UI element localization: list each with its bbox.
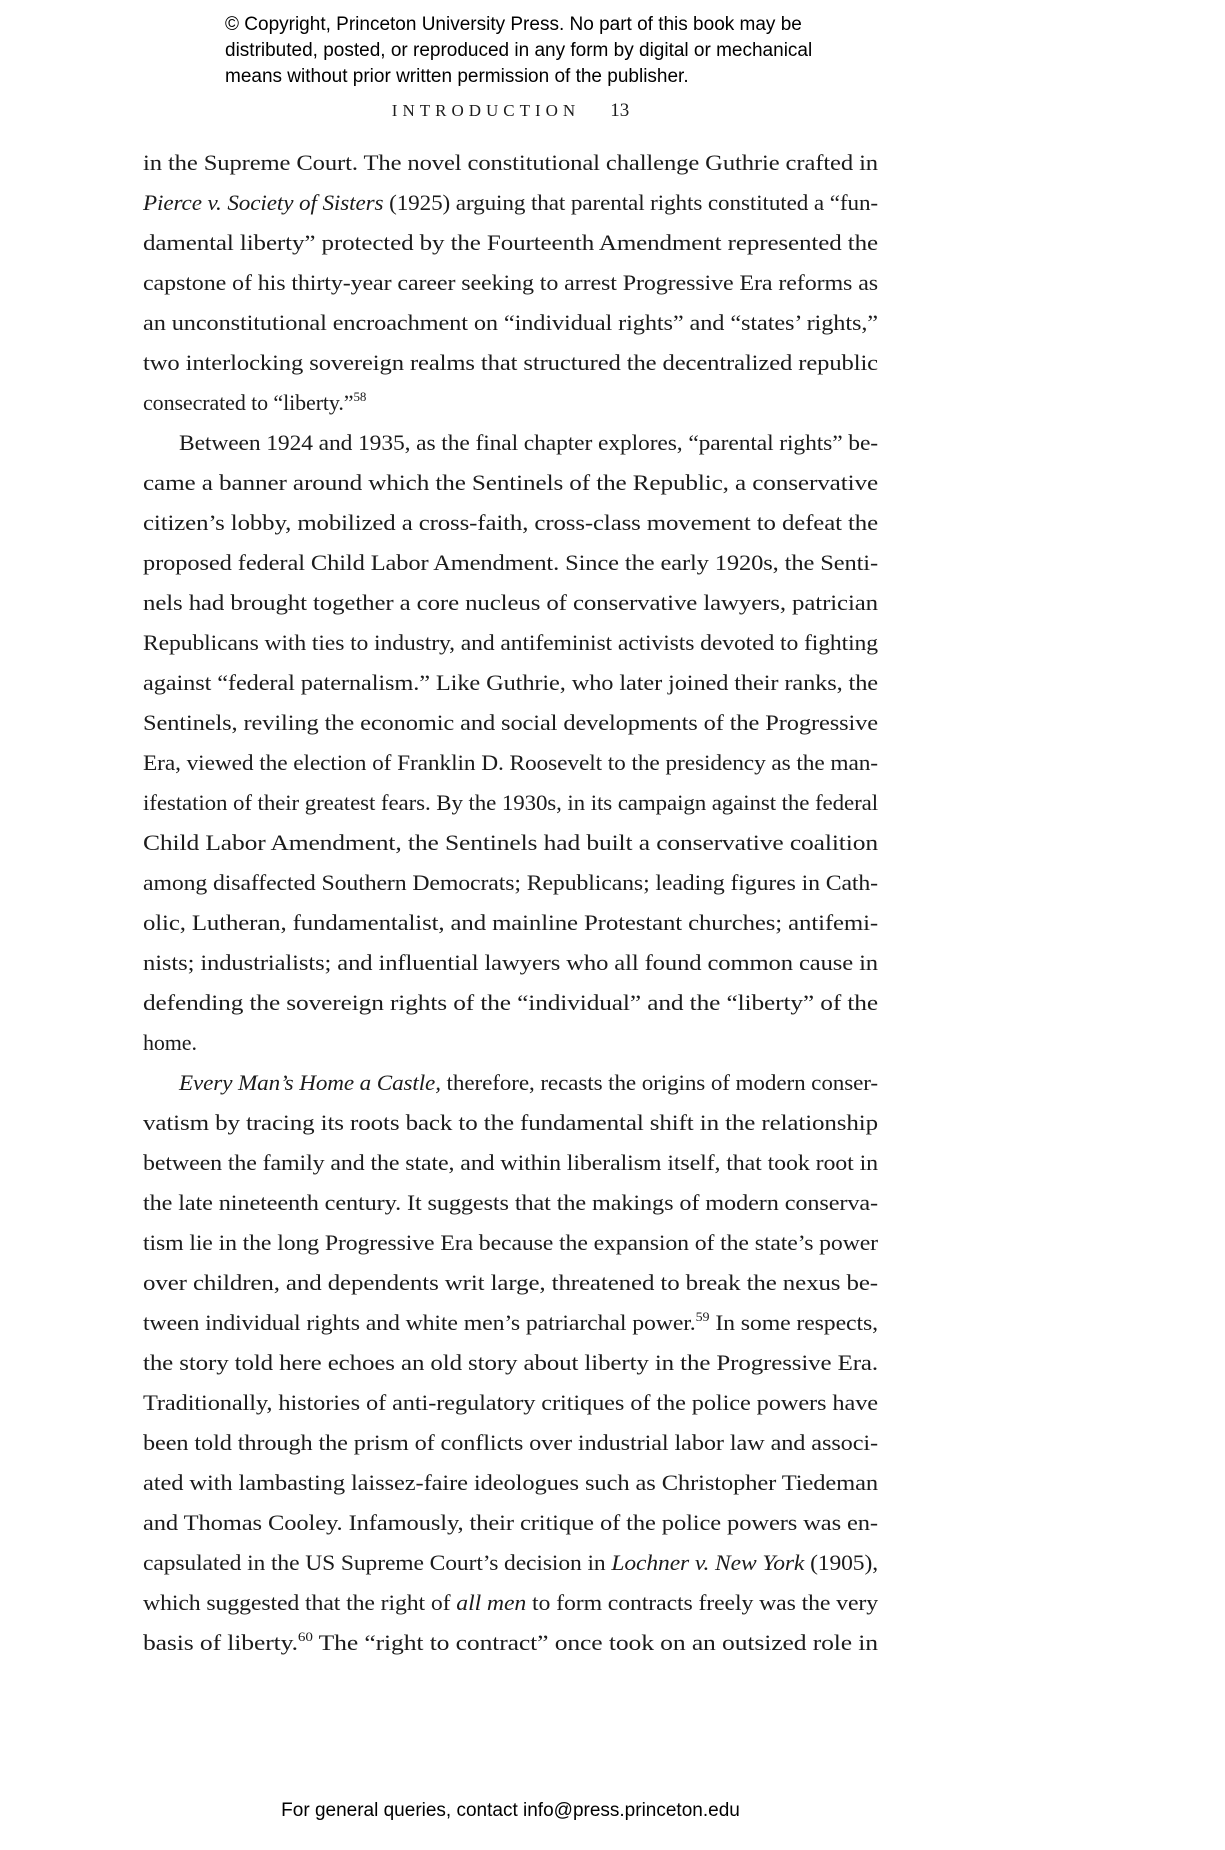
text-segment: citizen’s lobby, mobilized a cross-faith, cross-class movement to defeat the [143, 510, 878, 535]
text-line [143, 1423, 878, 1463]
text-segment: ated with lambasting laissez-faire ideologues such as Christopher Tiedeman [143, 1470, 878, 1495]
text-segment: capsulated in the US Supreme Court’s decision in [143, 1550, 612, 1575]
footer-contact: For general queries, contact info@press.princeton.edu [281, 1800, 740, 1821]
text-segment: therefore, recasts the origins of modern conser- [440, 1070, 878, 1095]
text-segment: the late nineteenth century. It suggests that the makings of modern conserva- [143, 1190, 879, 1215]
text-segment: Pierce v. Society of Sisters [143, 190, 384, 215]
text-line [143, 383, 366, 423]
text-segment: been told through the prism of conflicts over industrial labor law and associ- [143, 1430, 878, 1455]
text-segment: nels had brought together a core nucleus of conservative lawyers, patrician [143, 590, 878, 615]
text-line [143, 583, 878, 623]
text-segment: tism lie in the long Progressive Era because the expansion of the state’s power [143, 1230, 878, 1255]
paragraph [143, 143, 878, 423]
text-segment: defending the sovereign rights of the “individual” and the “liberty” of the [143, 990, 878, 1015]
text-line [143, 1303, 878, 1343]
text-line [143, 1503, 878, 1543]
text-line [143, 863, 878, 903]
text-segment: nists; industrialists; and influential lawyers who all found common cause in [143, 950, 878, 975]
text-line [179, 423, 878, 463]
text-line [143, 1463, 878, 1503]
text-segment: Between 1924 and 1935, as the final chapter explores, “parental rights” be- [179, 430, 878, 455]
text-line [143, 1583, 878, 1623]
text-line [143, 1103, 878, 1143]
chapter-title: INTRODUCTION [391, 101, 581, 120]
text-segment: ifestation of their greatest fears. By the 1930s, in its campaign against the federal [143, 790, 878, 815]
text-segment: tween individual rights and white men’s patriarchal power. [143, 1310, 696, 1335]
text-segment: which suggested that the right of [143, 1590, 457, 1615]
text-segment: olic, Lutheran, fundamentalist, and mainline Protestant churches; antifemi- [143, 910, 878, 935]
body-text [143, 143, 878, 1663]
text-line [143, 743, 878, 783]
text-line [143, 943, 878, 983]
page-number: 13 [610, 100, 630, 121]
text-line [143, 903, 878, 943]
text-line [143, 1623, 878, 1663]
text-segment: capstone of his thirty-year career seeking to arrest Progressive Era reforms as [143, 270, 879, 295]
text-segment: Lochner v. New York [611, 1550, 805, 1575]
text-segment: came a banner around which the Sentinels of the Republic, a conservative [143, 470, 878, 495]
text-segment: The “right to contract” once took on an outsized role in [312, 1630, 878, 1655]
text-line [143, 223, 878, 263]
text-line [143, 1183, 878, 1223]
text-segment: all men [456, 1590, 527, 1615]
text-segment: to form contracts freely was the very [526, 1590, 878, 1615]
text-segment: the story told here echoes an old story about liberty in the Progressive Era. [143, 1350, 878, 1375]
text-line [143, 543, 878, 583]
text-segment: home. [143, 1030, 197, 1055]
text-line [143, 143, 878, 183]
text-segment: Every Man’s Home a Castle, [179, 1070, 441, 1095]
text-segment: Sentinels, reviling the economic and social developments of the Progressive [143, 710, 878, 735]
text-line [143, 1023, 197, 1063]
text-line [143, 1543, 878, 1583]
paragraph [143, 1063, 878, 1663]
text-line [143, 1263, 878, 1303]
text-segment: vatism by tracing its roots back to the fundamental shift in the relationship [143, 1110, 878, 1135]
text-segment: Republicans with ties to industry, and antifeminist activists devoted to fighting [143, 630, 878, 655]
text-segment: (1905), [804, 1550, 879, 1575]
text-segment: Era, viewed the election of Franklin D. Roosevelt to the presidency as the man- [143, 750, 878, 775]
text-segment: against “federal paternalism.” Like Guthrie, who later joined their ranks, the [143, 670, 878, 695]
footnote-reference: 60 [297, 1629, 313, 1644]
text-line [143, 703, 878, 743]
copyright-line: means without prior written permission of the publisher. [225, 66, 689, 87]
text-segment: among disaffected Southern Democrats; Republicans; leading figures in Cath- [143, 870, 878, 895]
text-line [143, 503, 878, 543]
text-line [143, 1143, 878, 1183]
copyright-line: © Copyright, Princeton University Press. No part of this book may be [225, 14, 802, 35]
text-segment: Traditionally, histories of anti-regulatory critiques of the police powers have [143, 1390, 878, 1415]
text-line [143, 623, 878, 663]
text-segment: (1925) arguing that parental rights constituted a “fun- [383, 190, 878, 215]
text-segment: between the family and the state, and within liberalism itself, that took root in [143, 1150, 878, 1175]
paragraph [143, 423, 878, 1063]
text-line [143, 783, 878, 823]
text-line [143, 983, 878, 1023]
text-line [143, 303, 878, 343]
copyright-notice [225, 12, 812, 90]
text-line [143, 343, 878, 383]
text-line [143, 1223, 878, 1263]
text-segment: and Thomas Cooley. Infamously, their critique of the police powers was en- [143, 1510, 879, 1535]
text-line [143, 183, 878, 223]
copyright-line: distributed, posted, or reproduced in any form by digital or mechanical [225, 40, 813, 61]
text-segment: consecrated to “liberty.” [143, 390, 354, 415]
text-line [179, 1063, 878, 1103]
text-segment: damental liberty” protected by the Fourteenth Amendment represented the [143, 230, 878, 255]
footnote-reference: 59 [695, 1309, 710, 1324]
text-line [143, 263, 878, 303]
text-segment: basis of liberty. [143, 1630, 298, 1655]
text-segment: an unconstitutional encroachment on “individual rights” and “states’ rights,” [143, 310, 878, 335]
running-head [143, 100, 878, 122]
text-line [143, 1383, 878, 1423]
footnote-reference: 58 [353, 389, 367, 404]
text-segment: In some respects, [709, 1310, 879, 1335]
text-line [143, 823, 878, 863]
text-segment: proposed federal Child Labor Amendment. Since the early 1920s, the Senti- [143, 550, 878, 575]
text-segment: two interlocking sovereign realms that structured the decentralized republic [143, 350, 878, 375]
text-line [143, 1343, 878, 1383]
text-segment: in the Supreme Court. The novel constitutional challenge Guthrie crafted in [143, 150, 878, 175]
text-segment: over children, and dependents writ large, threatened to break the nexus be- [143, 1270, 878, 1295]
text-line [143, 463, 878, 503]
text-segment: Child Labor Amendment, the Sentinels had built a conservative coalition [143, 830, 878, 855]
text-line [143, 663, 878, 703]
